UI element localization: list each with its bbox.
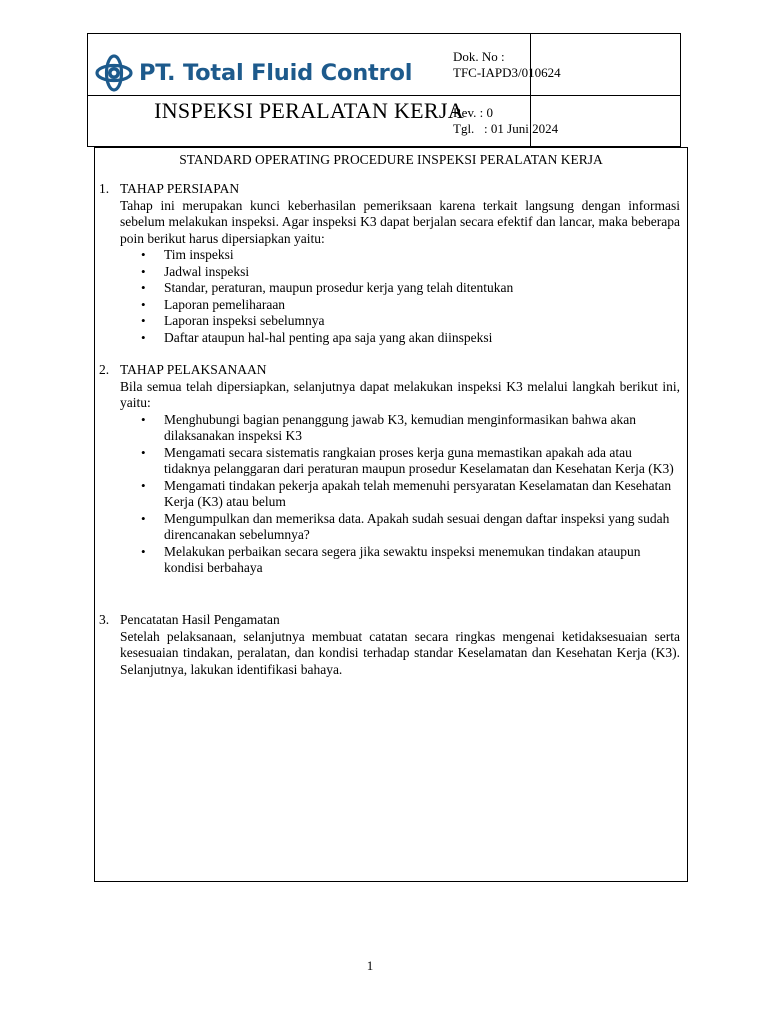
revision-text: Rev. : 0 [453, 105, 493, 120]
list-item: • Laporan inspeksi sebelumnya [141, 313, 325, 328]
bullet-icon: • [141, 263, 146, 279]
section-persiapan [99, 181, 680, 346]
dok-label: Dok. No : [453, 49, 505, 64]
section-heading [99, 181, 680, 198]
section-heading [99, 362, 680, 379]
list-item: • Mengamati secara sistematis rangkaian proses kerja guna memastikan apakah ada atau tidaknya pelanggaran dari peraturan maupun prosedur Keselamatan dan Kesehatan Kerja (K3) [141, 444, 674, 476]
bullet-icon: • [141, 280, 146, 295]
section-heading [99, 612, 680, 629]
sop-content-box [94, 147, 688, 882]
list-item: • Standar, peraturan, maupun prosedur kerja yang telah ditentukan [141, 280, 514, 295]
company-name: PT. Total Fluid Control [139, 60, 413, 86]
tfc-logo-icon [94, 53, 134, 93]
list-item: • Menghubungi bagian penanggung jawab K3, kemudian menginformasikan bahwa akan dilaksanakan inspeksi K3 [141, 411, 636, 443]
bullet-icon: • [141, 477, 146, 493]
document-title: INSPEKSI PERALATAN KERJA [154, 98, 464, 123]
page-number: 1 [366, 958, 374, 973]
list-item: • Tim inspeksi [141, 247, 234, 262]
section-title: Pencatatan Hasil Pengamatan [120, 612, 280, 627]
bullet-icon: • [141, 543, 146, 559]
section-number: 1. [99, 181, 110, 196]
bullet-icon: • [141, 329, 146, 345]
bullet-list [141, 412, 680, 577]
section-number: 2. [99, 362, 110, 377]
section-paragraph: Setelah pelaksanaan, selanjutnya membuat catatan secara ringkas mengenai ketidaksesuaian serta kesesuaian tindakan, peralatan, dan kondisi terhadap standar Keselamatan dan Kesehatan Kerja (K3). Selanjutnya, lakukan identifikasi bahaya. [120, 628, 680, 677]
bullet-icon: • [141, 313, 146, 328]
sop-title: STANDARD OPERATING PROCEDURE INSPEKSI PERALATAN KERJA [179, 152, 603, 167]
revision-block [453, 105, 558, 137]
bullet-list [141, 247, 680, 346]
section-paragraph: Bila semua telah dipersiapkan, selanjutnya dapat melakukan inspeksi K3 melalui langkah berikut ini, yaitu: [120, 378, 680, 410]
list-item: • Daftar ataupun hal-hal penting apa saja yang akan diinspeksi [141, 329, 493, 345]
list-item: • Laporan pemeliharaan [141, 296, 286, 312]
dok-number: TFC-IAPD3/010624 [453, 65, 561, 80]
bullet-icon: • [141, 510, 146, 526]
bullet-icon: • [141, 444, 146, 460]
bullet-icon: • [141, 411, 146, 427]
company-logo [94, 53, 412, 93]
list-item: • Mengumpulkan dan memeriksa data. Apakah sudah sesuai dengan daftar inspeksi yang sudah direncanakan sebelumnya? [141, 510, 670, 542]
section-paragraph: Tahap ini merupakan kunci keberhasilan pemeriksaan karena terkait langsung dengan informasi sebelum melakukan inspeksi. Agar inspeksi K3 dapat berjalan secara efektif dan lancar, maka beberapa poin berikut harus dipersiapkan yaitu: [120, 197, 680, 246]
list-item: • Mengamati tindakan pekerja apakah telah memenuhi persyaratan Keselamatan dan Kesehatan Kerja (K3) atau belum [141, 477, 672, 509]
section-title: TAHAP PERSIAPAN [120, 181, 240, 196]
section-number: 3. [99, 612, 110, 627]
bullet-icon: • [141, 247, 146, 262]
document-number-block [453, 49, 561, 81]
section-pencatatan [99, 612, 680, 678]
section-pelaksanaan [99, 362, 680, 577]
list-item: • Melakukan perbaikan secara segera jika sewaktu inspeksi menemukan tindakan ataupun kondisi berbahaya [141, 543, 641, 575]
section-title: TAHAP PELAKSANAAN [120, 362, 267, 377]
date-text: Tgl. : 01 Juni 2024 [453, 121, 559, 136]
bullet-icon: • [141, 296, 146, 312]
document-header [87, 33, 681, 147]
list-item: • Jadwal inspeksi [141, 263, 250, 279]
